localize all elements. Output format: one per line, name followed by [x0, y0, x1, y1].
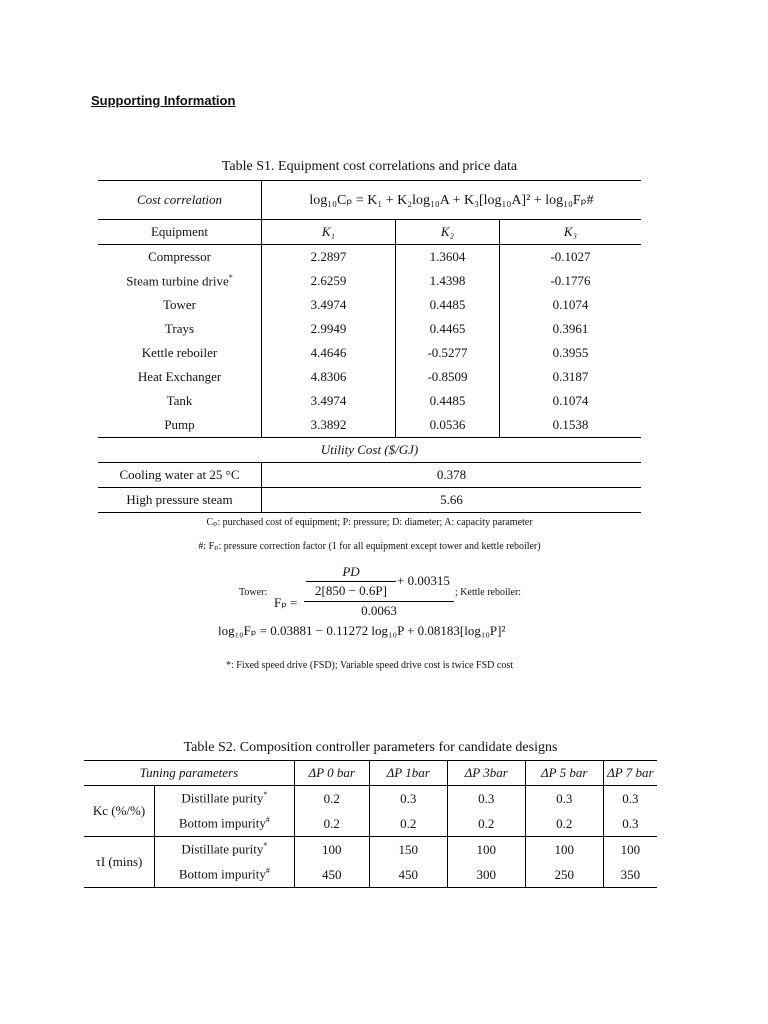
k1-value: 2.6259 [262, 269, 396, 293]
utility-name: High pressure steam [98, 488, 262, 513]
k3-value: 0.3187 [552, 369, 589, 384]
tower-inner-fraction-bar [306, 581, 396, 582]
k3-value: -0.1027 [550, 249, 591, 264]
parameter-value: 450 [369, 862, 447, 888]
parameter-value: 0.3 [525, 786, 603, 812]
equipment-row [98, 341, 641, 365]
k2-value: 0.4485 [396, 293, 500, 317]
controller-parameters-table [84, 760, 657, 888]
equipment-name: Tower [98, 293, 262, 317]
parameter-value: 350 [620, 866, 641, 882]
parameter-row [84, 786, 657, 812]
parameter-group-label: τI (mins) [84, 837, 155, 888]
k2-value: 1.4398 [396, 269, 500, 293]
k2-value: 0.4485 [396, 389, 500, 413]
parameter-value: 0.2 [294, 811, 369, 837]
parameter-name: Bottom impurity# [155, 862, 295, 888]
k2-value: -0.8509 [396, 365, 500, 389]
kettle-label: ; Kettle reboiler: [455, 587, 522, 598]
page-heading: Supporting Information [91, 93, 236, 108]
equipment-name: Trays [98, 317, 262, 341]
parameter-value: 100 [294, 837, 369, 863]
equipment-name: Kettle reboiler [98, 341, 262, 365]
k1-value: 2.2897 [262, 245, 396, 270]
equipment-row [98, 317, 641, 341]
col-k3: K₃ [563, 224, 578, 239]
col-k2: K₂ [396, 220, 500, 245]
utility-value: 5.66 [440, 492, 463, 507]
parameter-value: 0.3 [369, 786, 447, 812]
parameter-value: 0.3 [622, 815, 639, 831]
k1-value: 3.4974 [262, 389, 396, 413]
tower-numerator: PD [342, 564, 360, 579]
correlation-formula: log₁₀Cₚ = K₁ + K₂log₁₀A + K₃[log₁₀A]² + log₁₀Fₚ# [309, 192, 594, 208]
equipment-row [98, 365, 641, 389]
col-equipment: Equipment [98, 220, 262, 245]
equipment-row [98, 245, 641, 270]
parameter-value: 0.2 [525, 811, 603, 837]
k3-value: 0.1538 [552, 417, 589, 432]
fsd-note: *: Fixed speed drive (FSD); Variable speed drive cost is twice FSD cost [226, 660, 513, 671]
tower-label: Tower: [239, 587, 268, 598]
equipment-row [98, 269, 641, 293]
k3-value: -0.1776 [550, 273, 591, 288]
k1-value: 3.3892 [262, 413, 396, 438]
k3-value: 0.3955 [552, 345, 589, 360]
equipment-name: Steam turbine drive* [98, 269, 262, 293]
parameter-name: Distillate purity* [155, 786, 295, 812]
fp-lhs: Fₚ = [274, 595, 298, 610]
equipment-name: Tank [98, 389, 262, 413]
tower-inner-denominator: 2[850 − 0.6P] [315, 583, 387, 598]
k3-value: 0.1074 [552, 297, 589, 312]
col-tuning: Tuning parameters [84, 761, 294, 786]
col-dp5: ΔP 5 bar [525, 761, 603, 786]
k2-value: -0.5277 [396, 341, 500, 365]
parameter-value: 0.3 [622, 790, 639, 806]
tower-plus-term: + 0.00315 [397, 573, 450, 588]
parameter-value: 250 [525, 862, 603, 888]
parameter-value: 100 [525, 837, 603, 863]
parameter-name: Distillate purity* [155, 837, 295, 863]
equipment-name: Pump [98, 413, 262, 438]
parameter-value: 450 [294, 862, 369, 888]
cost-correlation-table [98, 180, 641, 513]
parameter-value: 0.2 [294, 786, 369, 812]
parameter-value: 300 [447, 862, 525, 888]
parameter-name: Bottom impurity# [155, 811, 295, 837]
parameter-group-label: Kc (%/%) [84, 786, 155, 837]
note-pressure-factor: #: Fₚ: pressure correction factor (1 for all equipment except tower and kettle reboiler) [198, 541, 541, 552]
cost-correlation-label: Cost correlation [98, 181, 262, 220]
utility-name: Cooling water at 25 °C [98, 463, 262, 488]
col-dp7: ΔP 7 bar [607, 765, 654, 780]
equipment-name: Heat Exchanger [98, 365, 262, 389]
equipment-row [98, 293, 641, 317]
k2-value: 0.4465 [396, 317, 500, 341]
col-dp3: ΔP 3bar [447, 761, 525, 786]
parameter-value: 100 [447, 837, 525, 863]
col-k1: K₁ [262, 220, 396, 245]
k1-value: 4.8306 [262, 365, 396, 389]
kettle-equation: log₁₀Fₚ = 0.03881 − 0.11272 log₁₀P + 0.08183[log₁₀P]² [218, 623, 506, 638]
equipment-row [98, 389, 641, 413]
k2-value: 1.3604 [396, 245, 500, 270]
equipment-name: Compressor [98, 245, 262, 270]
note-definitions: Cₚ: purchased cost of equipment; P: pressure; D: diameter; A: capacity parameter [206, 517, 533, 528]
parameter-value: 100 [620, 841, 641, 857]
k1-value: 2.9949 [262, 317, 396, 341]
table1-caption: Table S1. Equipment cost correlations and price data [221, 159, 518, 174]
tower-denominator: 0.0063 [361, 603, 397, 618]
parameter-row [84, 811, 657, 837]
parameter-value: 0.3 [447, 786, 525, 812]
k1-value: 3.4974 [262, 293, 396, 317]
parameter-value: 150 [369, 837, 447, 863]
parameter-row [84, 837, 657, 863]
table2-caption: Table S2. Composition controller parameters for candidate designs [183, 740, 558, 755]
parameter-row [84, 862, 657, 888]
k1-value: 4.4646 [262, 341, 396, 365]
utility-value: 0.378 [436, 467, 467, 482]
tower-fraction-bar [304, 601, 454, 602]
k2-value: 0.0536 [396, 413, 500, 438]
col-dp1: ΔP 1bar [369, 761, 447, 786]
parameter-value: 0.2 [369, 811, 447, 837]
parameter-value: 0.2 [447, 811, 525, 837]
utility-cost-header: Utility Cost ($/GJ) [320, 442, 419, 457]
col-dp0: ΔP 0 bar [294, 761, 369, 786]
equipment-row [98, 413, 641, 438]
k3-value: 0.3961 [552, 321, 589, 336]
k3-value: 0.1074 [552, 393, 589, 408]
